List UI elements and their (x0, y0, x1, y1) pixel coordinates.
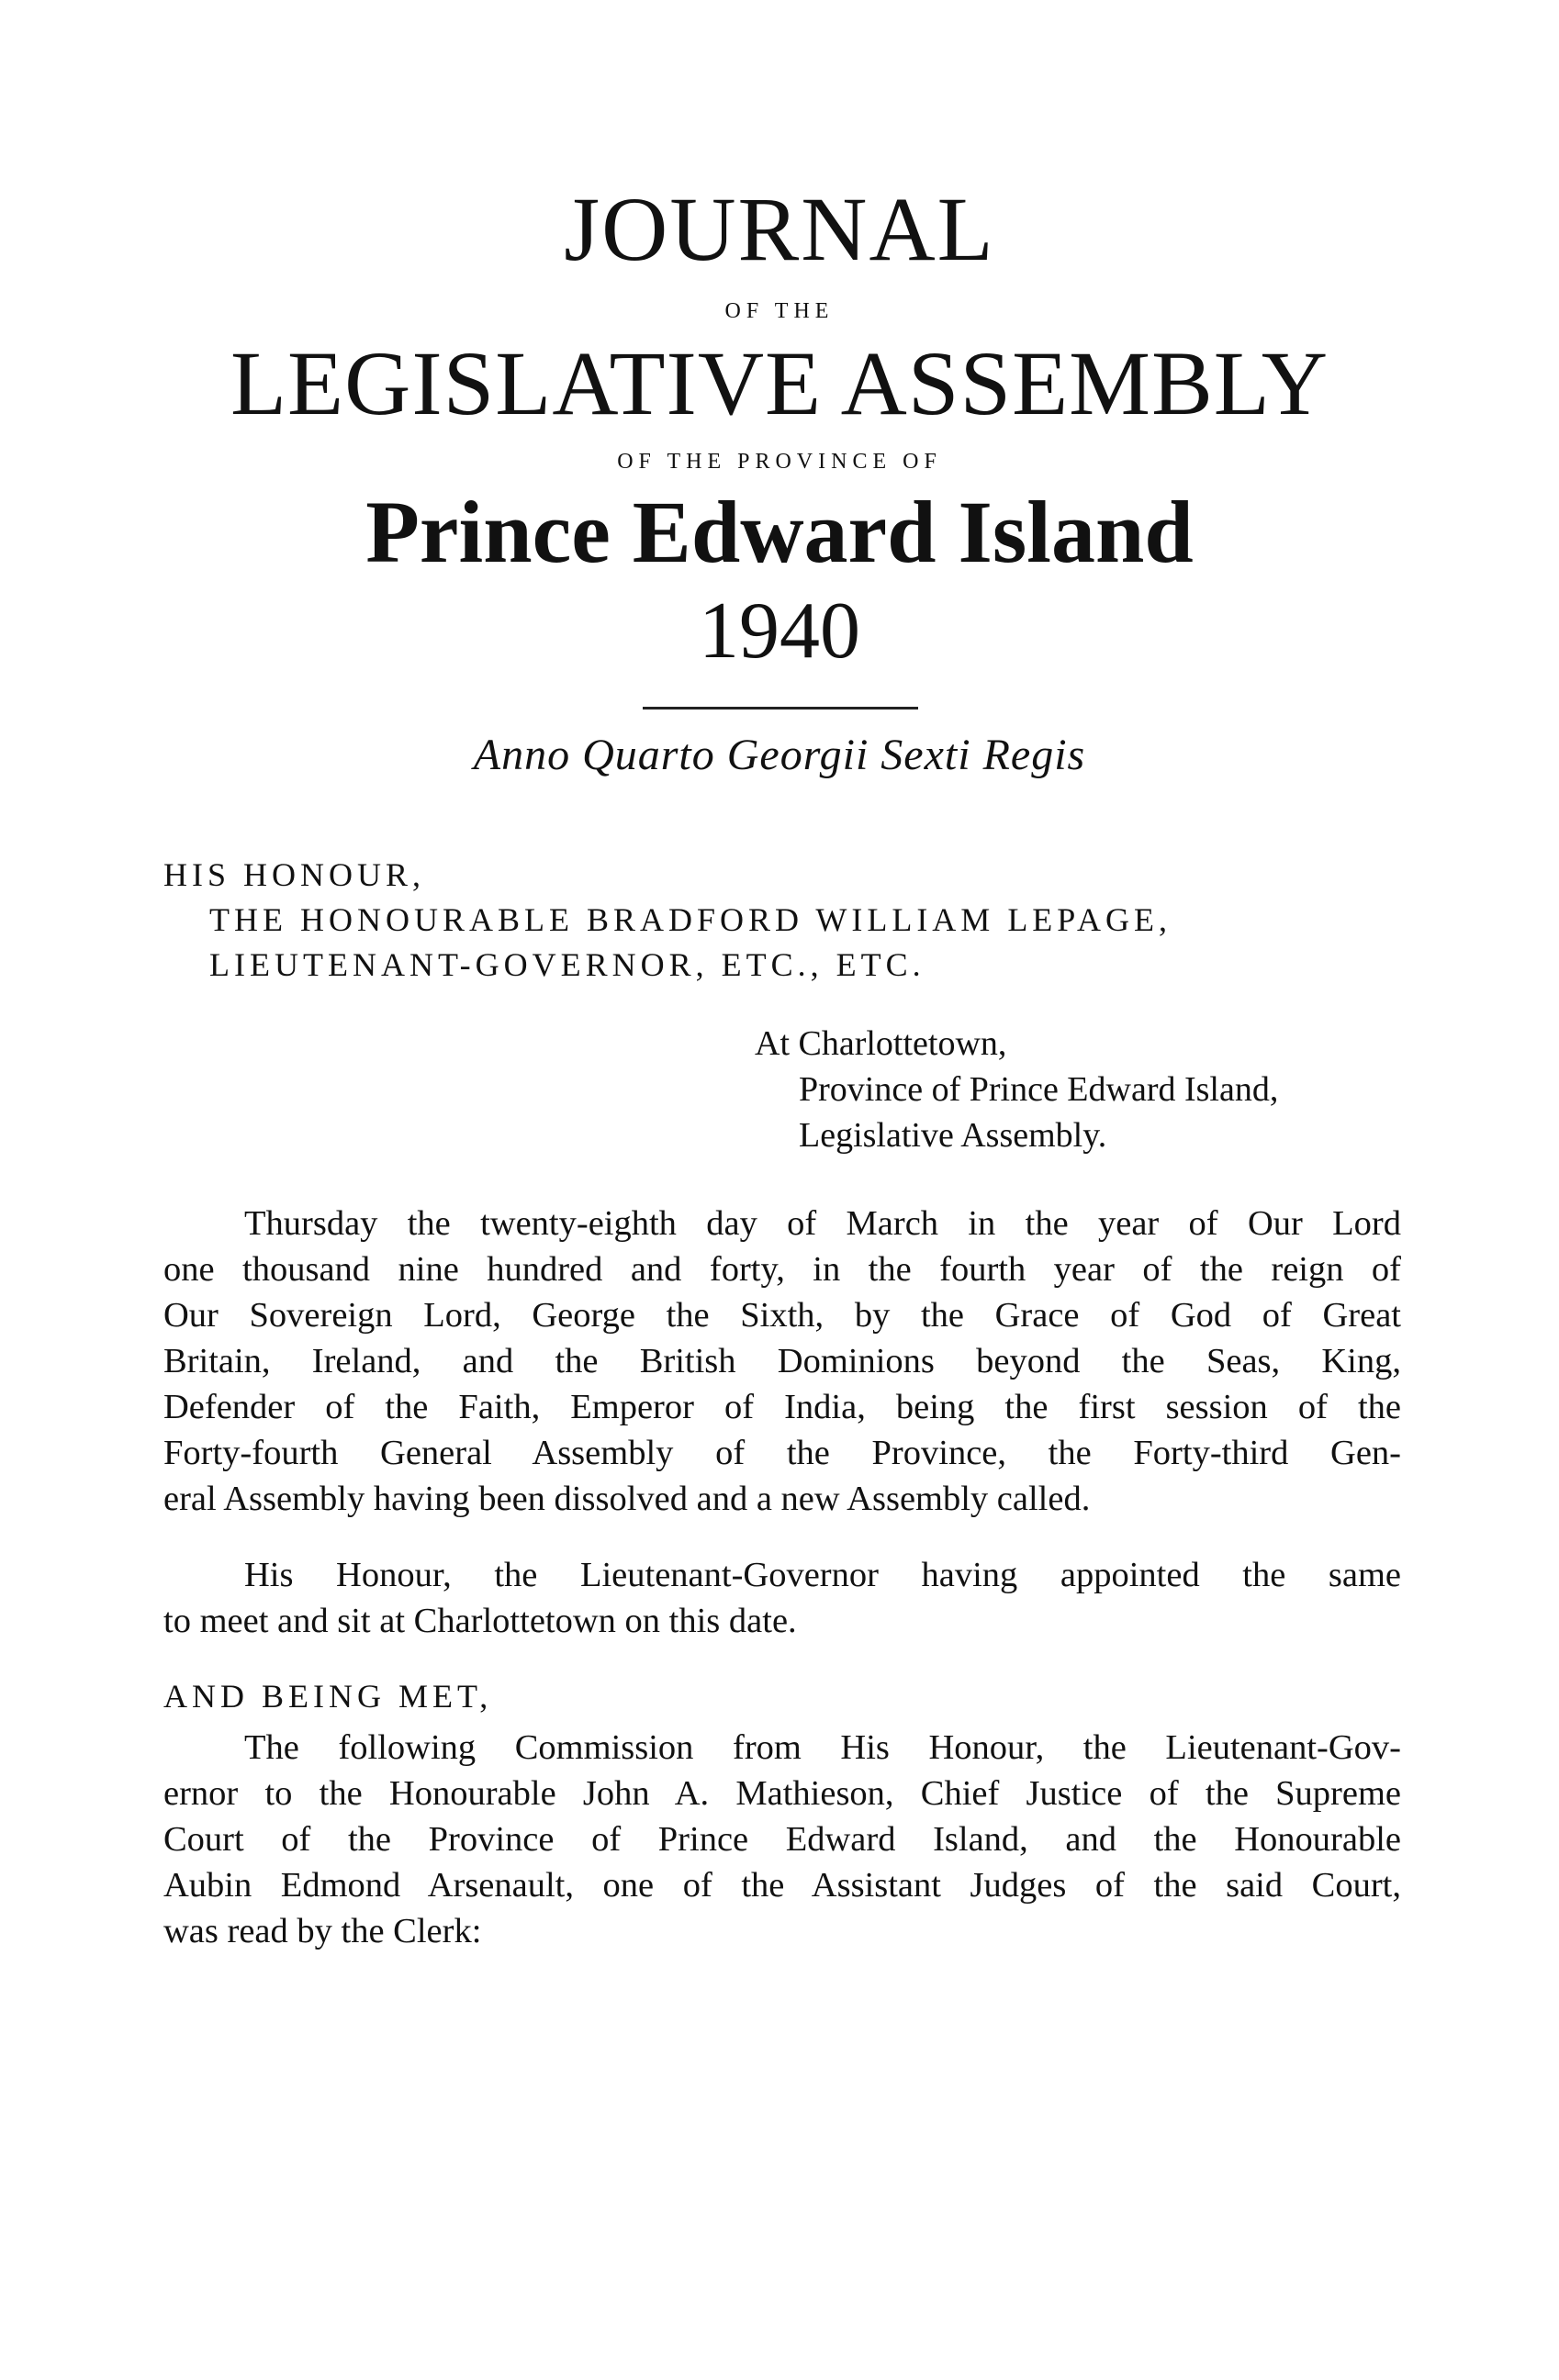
paragraph-1-line: eral Assembly having been dissolved and a new Assembly called. (163, 1480, 1091, 1518)
location-line-1: At Charlottetown, (755, 1024, 1007, 1063)
province-title: Prince Edward Island (365, 483, 1194, 581)
address-line-3: LIEUTENANT-GOVERNOR, ETC., ETC. (209, 946, 925, 983)
paragraph-3-line: Court of the Province of Prince Edward Island, and the Honourable (163, 1820, 1401, 1859)
paragraph-2-line: to meet and sit at Charlottetown on this date. (163, 1602, 797, 1640)
regnal-year-line: Anno Quarto Georgii Sexti Regis (473, 731, 1086, 779)
paragraph-1-line: one thousand nine hundred and forty, in the fourth year of the reign of (163, 1250, 1401, 1289)
of-the-province-subtitle: OF THE PROVINCE OF (617, 450, 942, 474)
location-line-2: Province of Prince Edward Island, (799, 1070, 1279, 1109)
title-divider (643, 707, 918, 710)
paragraph-1-line: Thursday the twenty-eighth day of March in the year of Our Lord (244, 1204, 1401, 1243)
of-the-subtitle: OF THE (724, 299, 835, 323)
paragraph-3-line: Aubin Edmond Arsenault, one of the Assistant Judges of the said Court, (163, 1866, 1401, 1905)
and-being-met-heading: AND BEING MET, (163, 1678, 493, 1715)
paragraph-1-line: Defender of the Faith, Emperor of India, being the first session of the (163, 1388, 1401, 1426)
paragraph-1-line: Britain, Ireland, and the British Dominions beyond the Seas, King, (163, 1342, 1401, 1380)
address-line-2: THE HONOURABLE BRADFORD WILLIAM LEPAGE, (209, 901, 1172, 938)
paragraph-2-line: His Honour, the Lieutenant-Governor having appointed the same (244, 1556, 1401, 1594)
location-line-3: Legislative Assembly. (799, 1116, 1107, 1155)
paragraph-3-line: The following Commission from His Honour, the Lieutenant-Gov- (244, 1728, 1401, 1767)
paragraph-1-line: Our Sovereign Lord, George the Sixth, by the Grace of God of Great (163, 1296, 1401, 1335)
paragraph-1-line: Forty-fourth General Assembly of the Province, the Forty-third Gen- (163, 1434, 1401, 1472)
year-title: 1940 (699, 587, 860, 676)
paragraph-3-line: was read by the Clerk: (163, 1912, 482, 1950)
address-line-1: HIS HONOUR, (163, 856, 426, 893)
paragraph-3-line: ernor to the Honourable John A. Mathieson, Chief Justice of the Supreme (163, 1774, 1401, 1813)
journal-title: JOURNAL (564, 178, 995, 280)
legislative-assembly-title: LEGISLATIVE ASSEMBLY (230, 332, 1329, 434)
